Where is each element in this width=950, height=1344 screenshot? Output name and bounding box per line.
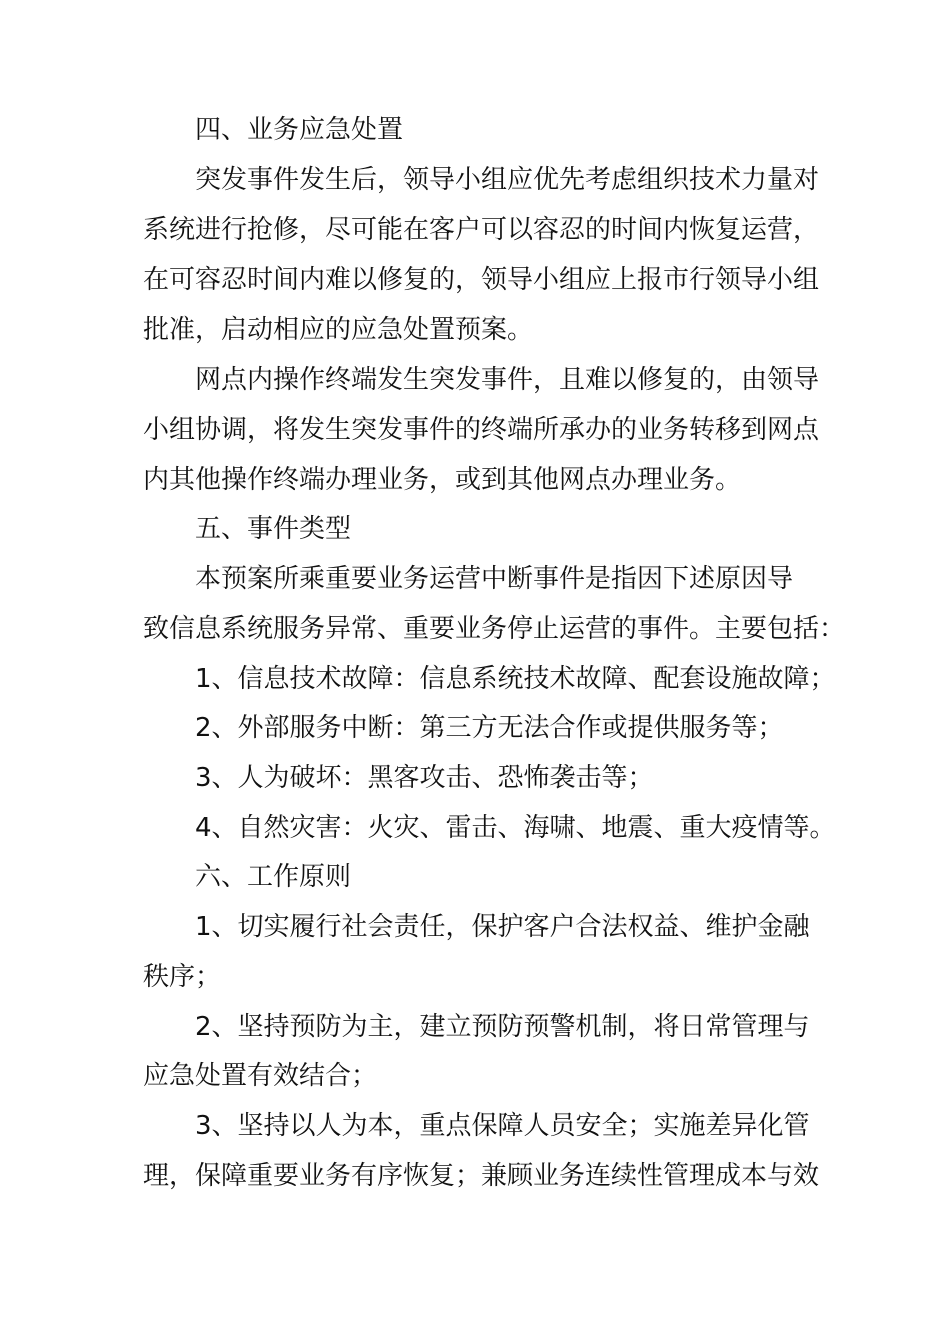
paragraph-line: 突发事件发生后，领导小组应优先考虑组织技术力量对 bbox=[195, 165, 820, 195]
list-item: 3、人为破坏：黑客攻击、恐怖袭击等； bbox=[195, 763, 654, 793]
paragraph-line: 在可容忍时间内难以修复的，领导小组应上报市行领导小组 bbox=[143, 265, 820, 295]
list-item-continuation: 应急处置有效结合； bbox=[143, 1061, 378, 1091]
paragraph-line: 内其他操作终端办理业务，或到其他网点办理业务。 bbox=[143, 465, 742, 495]
section-heading-4: 四、业务应急处置 bbox=[195, 115, 404, 145]
paragraph-line: 小组协调，将发生突发事件的终端所承办的业务转移到网点 bbox=[143, 415, 820, 445]
list-item: 3、坚持以人为本，重点保障人员安全；实施差异化管 bbox=[195, 1111, 810, 1141]
list-item-continuation: 秩序； bbox=[143, 962, 222, 992]
list-item: 2、坚持预防为主，建立预防预警机制，将日常管理与 bbox=[195, 1012, 810, 1042]
paragraph-line: 网点内操作终端发生突发事件，且难以修复的，由领导 bbox=[195, 365, 820, 395]
paragraph-line: 本预案所乘重要业务运营中断事件是指因下述原因导 bbox=[195, 564, 794, 594]
paragraph-line: 致信息系统服务异常、重要业务停止运营的事件。主要包括： bbox=[143, 614, 846, 644]
list-item-continuation: 理，保障重要业务有序恢复；兼顾业务连续性管理成本与效 bbox=[143, 1161, 820, 1191]
list-item: 1、信息技术故障：信息系统技术故障、配套设施故障； bbox=[195, 664, 836, 694]
list-item: 4、自然灾害：火灾、雷击、海啸、地震、重大疫情等。 bbox=[195, 813, 836, 843]
paragraph-line: 系统进行抢修，尽可能在客户可以容忍的时间内恢复运营， bbox=[143, 215, 820, 245]
list-item: 2、外部服务中断：第三方无法合作或提供服务等； bbox=[195, 713, 784, 743]
section-heading-5: 五、事件类型 bbox=[195, 514, 352, 544]
list-item: 1、切实履行社会责任，保护客户合法权益、维护金融 bbox=[195, 912, 810, 942]
section-heading-6: 六、工作原则 bbox=[195, 862, 352, 892]
paragraph-line: 批准，启动相应的应急处置预案。 bbox=[143, 315, 534, 345]
